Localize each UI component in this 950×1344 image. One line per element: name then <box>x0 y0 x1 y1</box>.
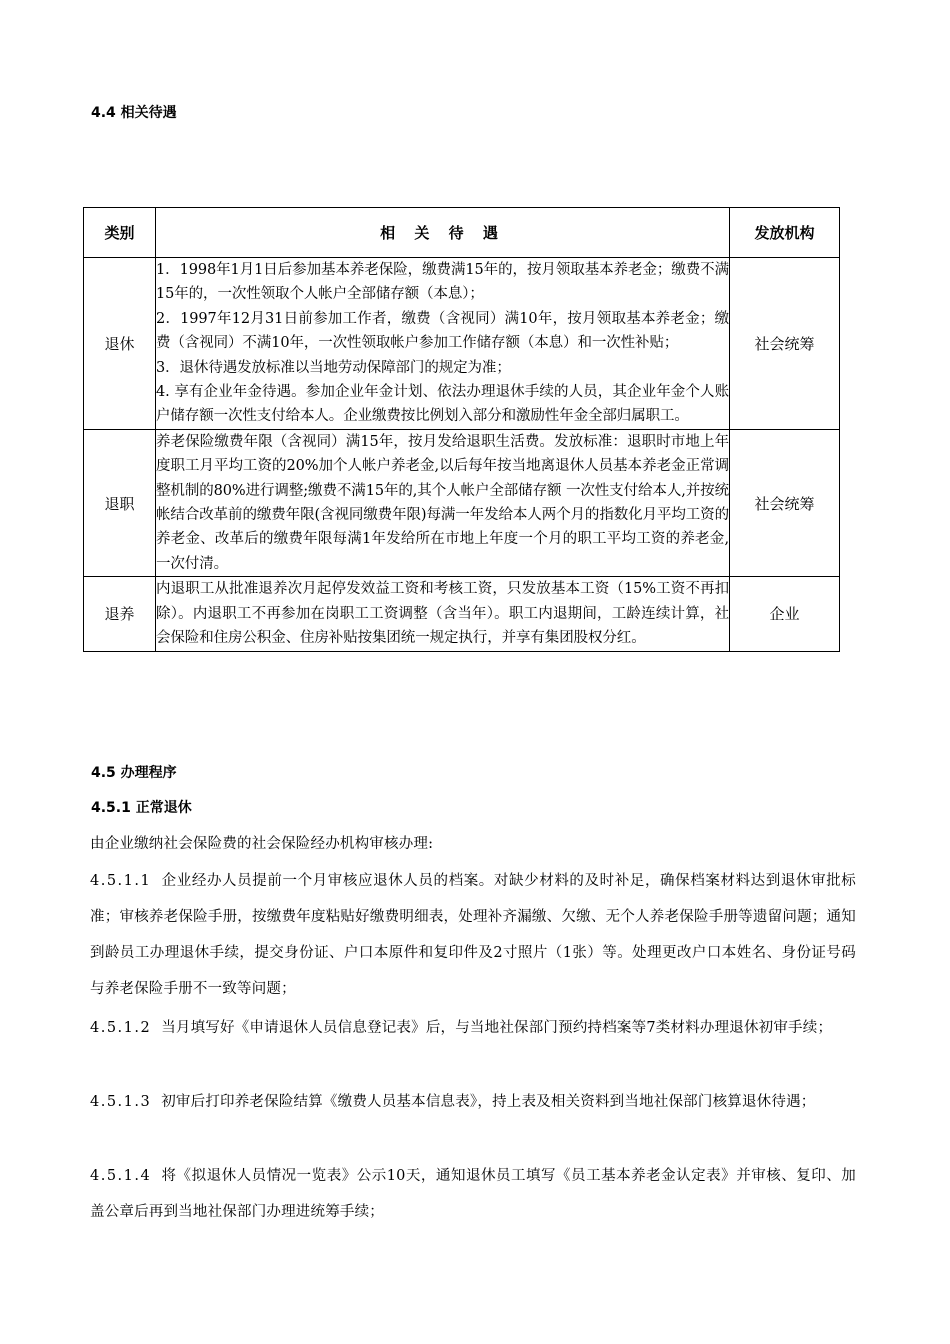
step-paragraph <box>90 1158 856 1230</box>
step-number: 4.5.1.2 <box>90 1020 152 1036</box>
header-org: 发放机构 <box>730 208 840 258</box>
section-heading-4-4: 4.4 相关待遇 <box>91 105 177 121</box>
section-heading-4-5-1: 4.5.1 正常退休 <box>91 800 192 816</box>
row-org: 社会统筹 <box>730 429 840 576</box>
step-text: 初审后打印养老保险结算《缴费人员基本信息表》，持上表及相关资料到当地社保部门核算退休待遇； <box>161 1094 816 1110</box>
step-text: 当月填写好《申请退休人员信息登记表》后，与当地社保部门预约持档案等7类材料办理退休初审手续； <box>161 1020 833 1036</box>
table-row <box>84 258 840 430</box>
row-org: 社会统筹 <box>730 258 840 430</box>
step-paragraph <box>90 1010 856 1046</box>
row-category: 退职 <box>84 429 156 576</box>
content-line: 1．1998年1月1日后参加基本养老保险，缴费满15年的，按月领取基本养老金；缴费不满15年的，一次性领取个人帐户全部储存额（本息）； <box>156 262 729 303</box>
step-text: 企业经办人员提前一个月审核应退休人员的档案。对缺少材料的及时补足，确保档案材料达到退休审批标准；审核养老保险手册，按缴费年度粘贴好缴费明细表，处理补齐漏缴、欠缴、无个人养老保险手册等遗留问题；通知到龄员工办理退休手续，提交身份证、户口本原件和复印件及2寸照片（1张）等。处理更改户口本姓名、身份证号码与养老保险手册不一致等问题； <box>90 873 856 997</box>
content-line: 4. 享有企业年金待遇。参加企业年金计划、依法办理退休手续的人员，其企业年金个人账户储存额一次性支付给本人。企业缴费按比例划入部分和激励性年金全部归属职工。 <box>156 384 729 425</box>
table-row <box>84 577 840 651</box>
table-header-row <box>84 208 840 258</box>
step-number: 4.5.1.3 <box>90 1094 152 1110</box>
row-content <box>156 429 730 576</box>
step-number: 4.5.1.1 <box>90 873 152 889</box>
content-line: 内退职工从批准退养次月起停发效益工资和考核工资，只发放基本工资（15%工资不再扣除）。内退职工不再参加在岗职工工资调整（含当年）。职工内退期间，工龄连续计算，社会保险和住房公积金、住房补贴按集团统一规定执行，并享有集团股权分红。 <box>156 581 729 647</box>
content-line: 养老保险缴费年限（含视同）满15年，按月发给退职生活费。发放标准：退职时市地上年度职工月平均工资的20%加个人帐户养老金,以后每年按当地离退休人员基本养老金正常调整机制的80%进行调整;缴费不满15年的,其个人帐户全部储存额 一次性支付给本人,并按统帐结合改革前的缴费年限(含视同缴费年限)每满一年发给本人两个月的指数化月平均工资的养老金、改革后的缴费年限每满1年发给所在市地上年度一个月的职工平均工资的养老金,一次付清。 <box>156 433 729 572</box>
section-heading-4-5: 4.5 办理程序 <box>91 765 177 781</box>
content-line: 2．1997年12月31日前参加工作者，缴费（含视同）满10年，按月领取基本养老金；缴费（含视同）不满10年，一次性领取帐户参加工作储存额（本息）和一次性补贴； <box>156 310 729 352</box>
step-text: 将《拟退休人员情况一览表》公示10天，通知退休员工填写《员工基本养老金认定表》并审核、复印、加盖公章后再到当地社保部门办理进统筹手续； <box>90 1168 856 1220</box>
step-paragraph <box>90 863 856 1007</box>
step-number: 4.5.1.4 <box>90 1168 152 1184</box>
content-line: 3．退休待遇发放标准以当地劳动保障部门的规定为准； <box>156 359 511 376</box>
benefits-table <box>83 207 840 652</box>
header-category: 类别 <box>84 208 156 258</box>
row-category: 退养 <box>84 577 156 651</box>
row-org: 企业 <box>730 577 840 651</box>
row-category: 退休 <box>84 258 156 430</box>
table-row <box>84 429 840 576</box>
row-content <box>156 258 730 430</box>
step-paragraph <box>90 1084 856 1120</box>
header-content: 相 关 待 遇 <box>156 208 730 258</box>
intro-paragraph: 由企业缴纳社会保险费的社会保险经办机构审核办理: <box>90 836 434 852</box>
row-content <box>156 577 730 651</box>
